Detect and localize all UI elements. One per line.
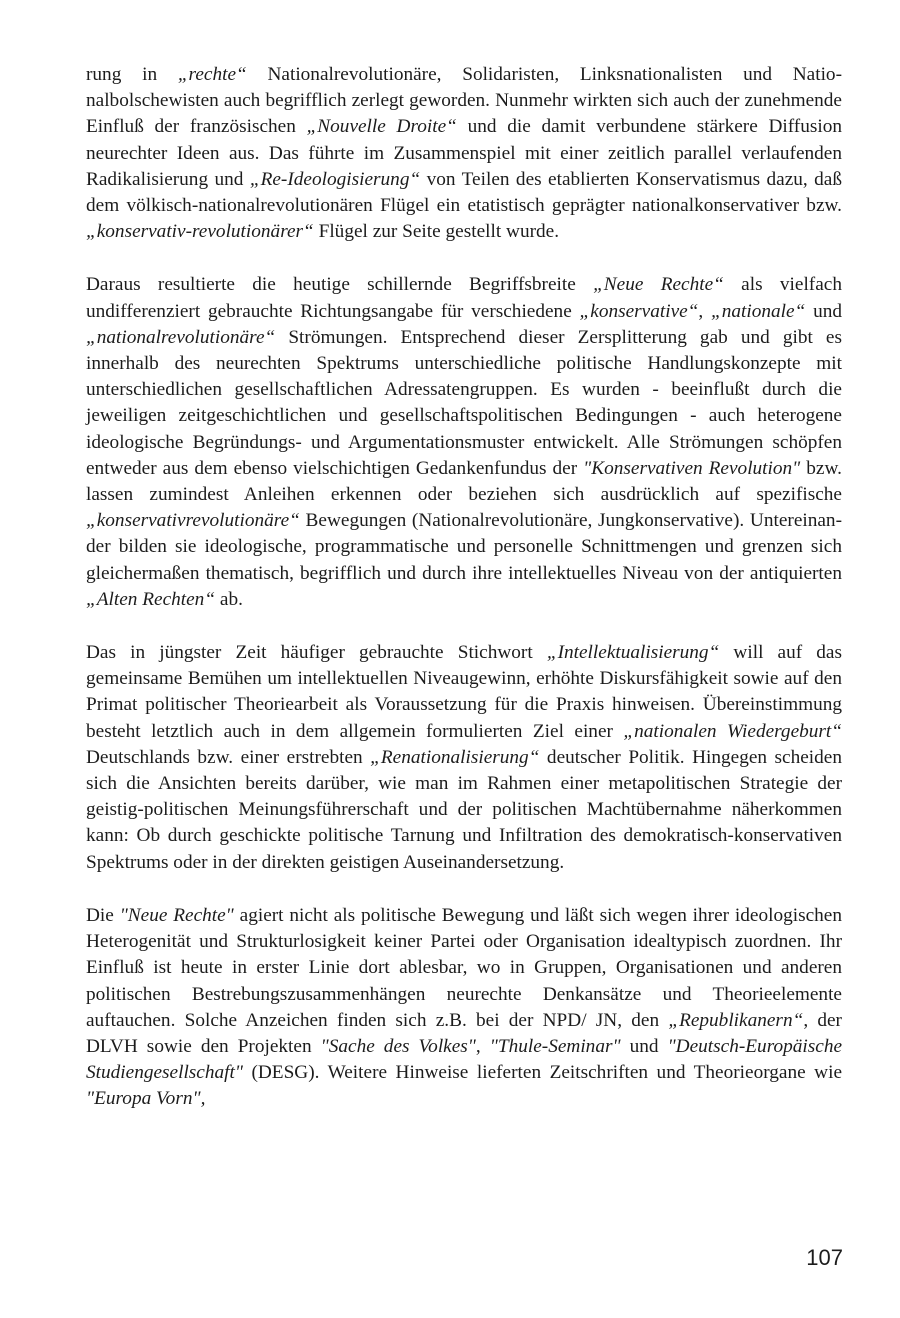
text-run: , der DLVH sowie den Projekten <box>86 1009 842 1057</box>
italic-term: „konservativ-revolutionärer“ <box>86 221 314 243</box>
italic-term: "Europa Vorn", <box>86 1088 206 1110</box>
text-run: Das in jüngster Zeit häufiger gebrauchte Stichwort <box>86 642 547 664</box>
text-run: Nationalrevolutionäre, Solidaristen, Linksnationalisten und Nationalbolschewisten auch begrifflich zerlegt geworden. Nunmehr wirkten sich auch der zunehmende Einfluß der französischen <box>86 64 842 138</box>
italic-term: „konservative“ <box>579 300 699 322</box>
italic-term: „Neue Rechte“ <box>593 274 724 296</box>
text-run: bzw. lassen zumindest Anleihen erkennen oder beziehen sich ausdrücklich auf spezifische <box>86 457 842 506</box>
italic-term: "Neue Rechte" <box>119 904 234 926</box>
page-number: 107 <box>806 1245 843 1270</box>
text-run: rung in <box>86 64 178 85</box>
text-run: (DESG). Weitere Hinweise lieferten Zeitschriften und Theorieorgane wie <box>242 1062 842 1084</box>
text-run: , <box>698 300 712 322</box>
paragraph-3 <box>86 640 842 876</box>
paragraph-2 <box>86 272 842 613</box>
italic-term: "Deutsch-Europäische Studiengesellschaft" <box>86 1035 843 1084</box>
italic-term: „Renationalisierung“ <box>370 746 540 768</box>
italic-term: „nationalrevolutionäre“ <box>86 326 276 348</box>
text-run: will auf das gemeinsame Bemühen um intellektuellen Niveaugewinn, erhöhte Diskursfähigkeit sowie auf den Primat politischer Theoriearbeit als Voraussetzung für die Praxis hinweisen. Übereinstimmung besteht letztlich auch in dem allgemein formulierten Ziel einer <box>86 642 842 742</box>
text-run: agiert nicht als politische Bewegung und läßt sich wegen ihrer ideologischen Heterogenität und Strukturlosigkeit keiner Partei oder Organisation idealtypisch zuordnen. Ihr Einfluß ist heute in erster Linie dort ablesbar, wo in Gruppen, Organisationen und anderen politischen Bestrebungszusammenhängen neurechte Denkansätze und Theorieelemente auftauchen. Solche Anzeichen finden sich z.B. bei der NPD/ JN, den <box>86 904 842 1031</box>
italic-term: „nationalen Wiedergeburt“ <box>623 720 842 742</box>
text-run: Deutschlands bzw. einer erstrebten <box>86 746 371 768</box>
text-run: Flügel zur Seite gestellt wurde. <box>313 221 560 243</box>
page-body <box>86 62 842 1140</box>
text-run: ab. <box>215 588 243 610</box>
italic-term: „Nouvelle Droite“ <box>306 116 457 138</box>
paragraph-1 <box>86 62 842 245</box>
italic-term: „Re-Ideologisierung“ <box>249 168 421 190</box>
text-run: , <box>475 1035 490 1057</box>
italic-term: "Konservativen Revolution" <box>583 457 801 479</box>
text-run: als vielfach undifferenziert gebrauchte Richtungsangabe für verschiedene <box>86 274 842 322</box>
text-run: Die <box>86 904 120 926</box>
italic-term: „Republikanern“ <box>668 1009 804 1031</box>
paragraph-4 <box>86 903 842 1113</box>
text-run: von Teilen des etablierten Konservatismus dazu, daß dem völkisch-nationalrevolutionären Flügel ein etatistisch geprägter nationalkonservativer bzw. <box>86 168 842 217</box>
text-run: deutscher Politik. Hingegen scheiden sich die Ansichten bereits darüber, wie man im Rahmen einer metapolitischen Strategie der geistig-politischen Meinungsführerschaft und der politischen Machtübernahme näherkommen kann: Ob durch geschickte politische Tarnung und Infiltration des demokratisch-konservativen Spektrums oder in der direkten geistigen Auseinandersetzung. <box>86 746 842 873</box>
italic-term: „rechte“ <box>177 64 247 85</box>
text-run: Strömungen. Entsprechend dieser Zersplitterung gab und gibt es innerhalb des neurechten Spektrums unterschiedliche politische Handlungskonzepte mit unterschiedlichen gesellschaftlichen Adressatengruppen. Es wurden - beeinflußt durch die jeweiligen zeitgeschichtlichen und gesellschaftspolitischen Bedingungen - auch heterogene ideologische Begründungs- und Argumentationsmuster entwickelt. Alle Strömungen schöpfen entweder aus dem ebenso vielschichtigen Gedankenfundus der <box>86 326 842 479</box>
italic-term: „Intellektualisierung“ <box>546 642 720 664</box>
text-run: und die damit verbundene stärkere Diffusion neurechter Ideen aus. Das führte im Zusammenspiel mit einer zeitlich parallel verlaufenden Radikalisierung und <box>86 116 843 190</box>
italic-term: "Sache des Volkes" <box>320 1035 476 1057</box>
text-run: Daraus resultierte die heutige schillernde Begriffsbreite <box>86 274 594 296</box>
italic-term: „Alten Rechten“ <box>86 588 216 610</box>
italic-term: „nationale“ <box>711 300 806 322</box>
italic-term: „konservativrevolutionäre“ <box>86 510 300 532</box>
text-run: und <box>620 1035 668 1057</box>
text-run: und <box>805 300 842 322</box>
italic-term: "Thule-Seminar" <box>489 1035 621 1057</box>
text-run: Bewegungen (Nationalrevolutionäre, Jungkonservative). Untereinander bilden sie ideologische, programmatische und personelle Schnittmengen und grenzen sich gleichermaßen thematisch, begrifflich und durch ihre intellektuelles Niveau von der antiquierten <box>86 510 842 584</box>
